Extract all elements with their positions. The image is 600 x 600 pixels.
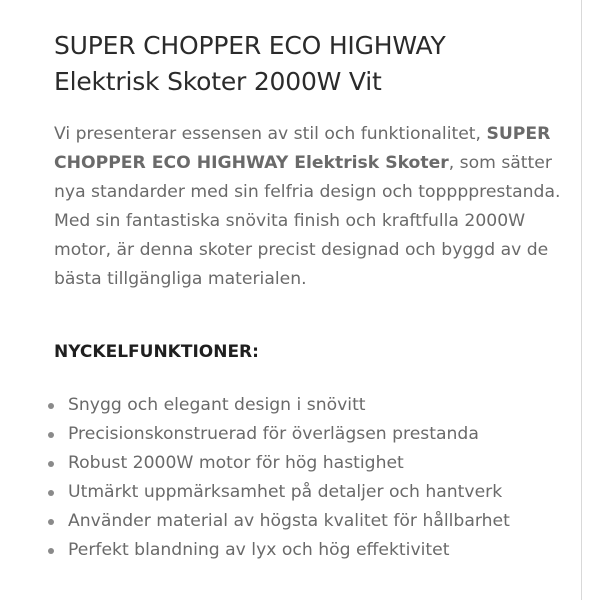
bullet-icon bbox=[48, 490, 54, 496]
product-title bbox=[54, 28, 564, 100]
bullet-icon bbox=[48, 403, 54, 409]
feature-text: Snygg och elegant design i snövitt bbox=[68, 395, 366, 415]
list-item bbox=[46, 391, 564, 420]
feature-text: Robust 2000W motor för hög hastighet bbox=[68, 453, 404, 473]
feature-text: Använder material av högsta kvalitet för hållbarhet bbox=[68, 511, 510, 531]
product-title-line2: Elektrisk Skoter 2000W Vit bbox=[54, 67, 382, 96]
bullet-icon bbox=[48, 519, 54, 525]
description-intro: Vi presenterar essensen av stil och funktionalitet, bbox=[54, 124, 487, 144]
feature-text: Perfekt blandning av lyx och hög effektivitet bbox=[68, 540, 450, 560]
list-item bbox=[46, 478, 564, 507]
product-title-line1: SUPER CHOPPER ECO HIGHWAY bbox=[54, 31, 446, 60]
list-item bbox=[46, 449, 564, 478]
bullet-icon bbox=[48, 461, 54, 467]
list-item bbox=[46, 536, 564, 565]
list-item bbox=[46, 420, 564, 449]
list-item bbox=[46, 507, 564, 536]
description-body: , som sätter nya standarder med sin felfria design och topppprestanda. Med sin fantastiska snövita finish och kraftfulla 2000W motor, är denna skoter precist designad och byggd av de bästa tillgängliga materialen. bbox=[54, 153, 561, 289]
features-heading: NYCKELFUNKTIONER: bbox=[54, 342, 259, 362]
feature-text: Utmärkt uppmärksamhet på detaljer och hantverk bbox=[68, 482, 503, 502]
page-edge-divider bbox=[581, 0, 582, 600]
product-description bbox=[54, 120, 564, 294]
bullet-icon bbox=[48, 548, 54, 554]
features-list bbox=[46, 391, 564, 565]
description-product-name: SUPER CHOPPER ECO HIGHWAY Elektrisk Skoter bbox=[54, 124, 551, 173]
bullet-icon bbox=[48, 432, 54, 438]
product-description-panel bbox=[54, 28, 564, 565]
feature-text: Precisionskonstruerad för överlägsen prestanda bbox=[68, 424, 479, 444]
